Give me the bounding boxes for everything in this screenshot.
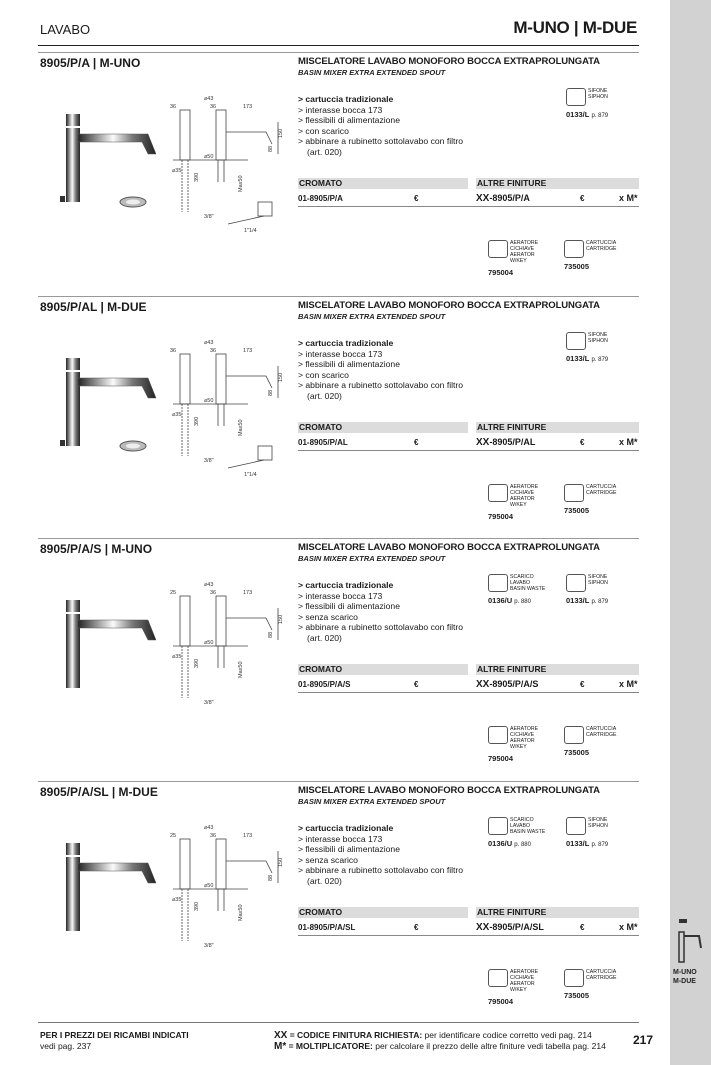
dim-label: ⌀50	[204, 154, 214, 160]
spare-code: 795004	[488, 997, 514, 1006]
chrome-currency: €	[414, 680, 419, 689]
xx-key: XX	[274, 1030, 288, 1041]
dim-label: 3/8"	[204, 943, 214, 949]
chrome-currency: €	[414, 194, 419, 203]
finish-code: XX-8905/P/A/S	[476, 679, 539, 690]
dim-label: 36	[170, 104, 177, 110]
cartridge-icon	[564, 484, 584, 502]
dim-label: 173	[243, 348, 253, 354]
feature-item: > interasse bocca 173	[298, 104, 383, 115]
feature-item: > abbinare a rubinetto sottolavabo con filtro	[298, 865, 464, 876]
product-photo	[38, 578, 158, 698]
category-title: LAVABO	[40, 22, 91, 37]
spare-code: 735005	[564, 748, 590, 757]
feature-item: (art. 020)	[307, 146, 342, 157]
dim-label: 150	[278, 857, 284, 867]
feature-list	[298, 823, 478, 887]
accessory-siphon	[566, 574, 626, 605]
feature-item: > flessibili di alimentazione	[298, 844, 400, 855]
dim-label: 36	[210, 348, 217, 354]
dim-label: ⌀50	[204, 883, 214, 889]
feature-item: > flessibili di alimentazione	[298, 115, 400, 126]
spares-note-line1: PER I PREZZI DEI RICAMBI INDICATI	[40, 1030, 189, 1040]
spare-part	[488, 969, 548, 1006]
spare-part	[564, 240, 624, 271]
dim-label: 88	[268, 389, 274, 396]
drain-photo	[118, 195, 148, 209]
accessory-caption: SCARICO LAVABO BASIN WASTE	[510, 574, 546, 592]
dim-label: Max50	[238, 419, 244, 436]
price-header-other: ALTRE FINITURE	[476, 664, 639, 675]
dim-label: ⌀35	[172, 897, 182, 903]
dim-label: 88	[268, 145, 274, 152]
chrome-code: 01-8905/P/A/SL	[298, 923, 356, 932]
spare-caption: AERATORE C/CHIAVE AERATOR W/KEY	[510, 484, 539, 508]
technical-drawing	[168, 92, 318, 237]
other-currency: €	[580, 680, 585, 689]
dim-label: 390	[194, 416, 200, 426]
price-header-other: ALTRE FINITURE	[476, 422, 639, 433]
spare-part	[488, 726, 548, 763]
dim-label: 25	[170, 833, 177, 839]
accessory-caption: SIFONE SIPHON	[588, 817, 608, 829]
feature-item: > flessibili di alimentazione	[298, 359, 400, 370]
feature-item: (art. 020)	[307, 875, 342, 886]
product-title: MISCELATORE LAVABO MONOFORO BOCCA EXTRAPROLUNGATA	[298, 785, 600, 796]
dim-label: ⌀43	[204, 340, 214, 346]
accessory-code: 0133/L p. 879	[566, 110, 609, 119]
dim-label: 150	[278, 128, 284, 138]
price-header-chrome: CROMATO	[298, 178, 468, 189]
dim-label: ⌀35	[172, 412, 182, 418]
spare-part	[564, 726, 624, 757]
spare-caption: AERATORE C/CHIAVE AERATOR W/KEY	[510, 726, 539, 750]
feature-item: > senza scarico	[298, 854, 358, 865]
feature-item: > cartuccia tradizionale	[298, 823, 394, 833]
product-section	[38, 52, 639, 292]
product-photo	[38, 92, 158, 212]
spare-code: 735005	[564, 991, 590, 1000]
dim-label: 36	[210, 833, 217, 839]
dim-label: 173	[243, 104, 253, 110]
product-title: MISCELATORE LAVABO MONOFORO BOCCA EXTRAPROLUNGATA	[298, 300, 600, 311]
price-row-divider	[298, 692, 639, 693]
feature-list	[298, 580, 478, 644]
dim-label: 390	[194, 658, 200, 668]
feature-item: > con scarico	[298, 125, 349, 136]
product-photo	[38, 821, 158, 941]
accessory-caption: SCARICO LAVABO BASIN WASTE	[510, 817, 546, 835]
product-code-title: 8905/P/A | M-UNO	[40, 56, 141, 70]
accessory-siphon	[566, 817, 626, 848]
feature-item: > cartuccia tradizionale	[298, 580, 394, 590]
multiplier: x M*	[619, 679, 638, 689]
dim-label: 3/8"	[204, 458, 214, 464]
feature-item: > interasse bocca 173	[298, 348, 383, 359]
feature-item: > abbinare a rubinetto sottolavabo con filtro	[298, 622, 464, 633]
section-divider	[38, 296, 639, 297]
header-divider	[38, 45, 639, 46]
faucet-icon	[675, 916, 703, 966]
accessory-basin-waste	[488, 817, 548, 848]
dim-label: ⌀43	[204, 582, 214, 588]
section-divider	[38, 52, 639, 53]
aerator-key-icon	[488, 240, 508, 258]
dim-label: 36	[210, 104, 217, 110]
aerator-key-icon	[488, 484, 508, 502]
spare-caption: CARTUCCIA CARTRIDGE	[586, 726, 617, 738]
spare-caption: CARTUCCIA CARTRIDGE	[586, 969, 617, 981]
spares-note-line2: vedi pag. 237	[40, 1041, 92, 1051]
m-label: = MOLTIPLICATORE:	[286, 1041, 373, 1051]
accessory-siphon	[566, 88, 626, 119]
accessory-code: 0133/L p. 879	[566, 596, 609, 605]
multiplier: x M*	[619, 193, 638, 203]
spare-caption: AERATORE C/CHIAVE AERATOR W/KEY	[510, 969, 539, 993]
spare-code: 735005	[564, 262, 590, 271]
side-tab-label	[673, 968, 703, 986]
feature-list	[298, 94, 478, 158]
dim-label: 25	[170, 590, 177, 596]
feature-item: > abbinare a rubinetto sottolavabo con filtro	[298, 380, 464, 391]
price-header-chrome: CROMATO	[298, 907, 468, 918]
siphon-icon	[566, 574, 586, 592]
xx-text: per identificare codice corretto vedi pag. 214	[422, 1030, 592, 1040]
price-header-chrome: CROMATO	[298, 664, 468, 675]
price-header-other: ALTRE FINITURE	[476, 178, 639, 189]
page-number: 217	[633, 1033, 654, 1047]
spare-caption: CARTUCCIA CARTRIDGE	[586, 240, 617, 252]
accessory-code: 0136/U p. 880	[488, 596, 531, 605]
chrome-code: 01-8905/P/A/S	[298, 680, 351, 689]
dim-label: 3/8"	[204, 700, 214, 706]
finish-code: XX-8905/P/AL	[476, 437, 536, 448]
product-subtitle: BASIN MIXER EXTRA EXTENDED SPOUT	[298, 554, 446, 563]
product-section	[38, 296, 639, 536]
dim-label: 390	[194, 901, 200, 911]
dim-label: Max50	[238, 904, 244, 921]
m-text: per calcolare il prezzo delle altre finiture vedi tabella pag. 214	[372, 1041, 606, 1051]
basin-waste-icon	[488, 817, 508, 835]
cartridge-icon	[564, 726, 584, 744]
dim-label: 150	[278, 614, 284, 624]
section-divider	[38, 538, 639, 539]
dim-label: 36	[210, 590, 217, 596]
product-code-title: 8905/P/A/S | M-UNO	[40, 542, 153, 556]
dim-label: 1"1/4	[244, 472, 257, 478]
multiplier: x M*	[619, 437, 638, 447]
dim-label: 88	[268, 631, 274, 638]
dim-label: ⌀35	[172, 168, 182, 174]
aerator-key-icon	[488, 726, 508, 744]
product-code-title: 8905/P/AL | M-DUE	[40, 300, 147, 314]
feature-item: (art. 020)	[307, 632, 342, 643]
spare-code: 795004	[488, 754, 514, 763]
product-subtitle: BASIN MIXER EXTRA EXTENDED SPOUT	[298, 312, 446, 321]
other-currency: €	[580, 194, 585, 203]
dim-label: ⌀35	[172, 654, 182, 660]
dim-label: 173	[243, 833, 253, 839]
dim-label: Max50	[238, 175, 244, 192]
accessory-code: 0133/L p. 879	[566, 839, 609, 848]
product-photo	[38, 336, 158, 456]
technical-drawing	[168, 578, 318, 723]
m-key: M*	[274, 1041, 287, 1052]
spare-part	[488, 240, 548, 277]
dim-label: 173	[243, 590, 253, 596]
accessory-caption: SIFONE SIPHON	[588, 574, 608, 586]
product-section	[38, 538, 639, 778]
dim-label: 88	[268, 874, 274, 881]
feature-item: > interasse bocca 173	[298, 833, 383, 844]
finish-code: XX-8905/P/A	[476, 193, 530, 204]
side-tab-line1: M-UNO	[673, 969, 697, 976]
spare-caption: CARTUCCIA CARTRIDGE	[586, 484, 617, 496]
chrome-code: 01-8905/P/A	[298, 194, 343, 203]
technical-drawing	[168, 336, 318, 481]
product-section	[38, 781, 639, 1021]
product-title: MISCELATORE LAVABO MONOFORO BOCCA EXTRAPROLUNGATA	[298, 56, 600, 67]
spare-part	[564, 969, 624, 1000]
spare-part	[564, 484, 624, 515]
siphon-icon	[566, 332, 586, 350]
price-row-divider	[298, 450, 639, 451]
dim-label: Max50	[238, 661, 244, 678]
drain-photo	[118, 439, 148, 453]
chrome-currency: €	[414, 438, 419, 447]
cartridge-icon	[564, 969, 584, 987]
side-tab-band	[670, 0, 711, 1065]
accessory-code: 0133/L p. 879	[566, 354, 609, 363]
product-code-title: 8905/P/A/SL | M-DUE	[40, 785, 158, 799]
xx-label: = CODICE FINITURA RICHIESTA:	[287, 1030, 423, 1040]
dim-label: 150	[278, 372, 284, 382]
price-header-other: ALTRE FINITURE	[476, 907, 639, 918]
feature-item: > flessibili di alimentazione	[298, 601, 400, 612]
siphon-icon	[566, 88, 586, 106]
feature-list	[298, 338, 478, 402]
feature-item: > cartuccia tradizionale	[298, 94, 394, 104]
dim-label: 1"1/4	[244, 228, 257, 234]
feature-item: > abbinare a rubinetto sottolavabo con filtro	[298, 136, 464, 147]
multiplier: x M*	[619, 922, 638, 932]
feature-item: > con scarico	[298, 369, 349, 380]
feature-item: > cartuccia tradizionale	[298, 338, 394, 348]
accessory-siphon	[566, 332, 626, 363]
legend-note	[274, 1030, 606, 1052]
section-divider	[38, 781, 639, 782]
other-currency: €	[580, 923, 585, 932]
accessory-code: 0136/U p. 880	[488, 839, 531, 848]
dim-label: ⌀43	[204, 96, 214, 102]
dim-label: 390	[194, 172, 200, 182]
basin-waste-icon	[488, 574, 508, 592]
spare-part	[488, 484, 548, 521]
series-title: M-UNO | M-DUE	[513, 18, 637, 37]
side-tab-line2: M-DUE	[673, 978, 696, 985]
spare-code: 795004	[488, 268, 514, 277]
product-title: MISCELATORE LAVABO MONOFORO BOCCA EXTRAPROLUNGATA	[298, 542, 600, 553]
spare-code: 735005	[564, 506, 590, 515]
dim-label: 36	[170, 348, 177, 354]
accessory-caption: SIFONE SIPHON	[588, 88, 608, 100]
feature-item: (art. 020)	[307, 390, 342, 401]
siphon-icon	[566, 817, 586, 835]
cartridge-icon	[564, 240, 584, 258]
technical-drawing	[168, 821, 318, 966]
footer-divider	[38, 1022, 639, 1023]
aerator-key-icon	[488, 969, 508, 987]
other-currency: €	[580, 438, 585, 447]
price-row-divider	[298, 206, 639, 207]
price-header-chrome: CROMATO	[298, 422, 468, 433]
spares-price-note	[40, 1030, 189, 1052]
product-subtitle: BASIN MIXER EXTRA EXTENDED SPOUT	[298, 797, 446, 806]
dim-label: ⌀50	[204, 640, 214, 646]
price-row-divider	[298, 935, 639, 936]
finish-code: XX-8905/P/A/SL	[476, 922, 544, 933]
chrome-currency: €	[414, 923, 419, 932]
accessory-caption: SIFONE SIPHON	[588, 332, 608, 344]
chrome-code: 01-8905/P/AL	[298, 438, 348, 447]
spare-code: 795004	[488, 512, 514, 521]
feature-item: > interasse bocca 173	[298, 590, 383, 601]
dim-label: 3/8"	[204, 214, 214, 220]
product-subtitle: BASIN MIXER EXTRA EXTENDED SPOUT	[298, 68, 446, 77]
feature-item: > senza scarico	[298, 611, 358, 622]
spare-caption: AERATORE C/CHIAVE AERATOR W/KEY	[510, 240, 539, 264]
dim-label: ⌀50	[204, 398, 214, 404]
dim-label: ⌀43	[204, 825, 214, 831]
accessory-basin-waste	[488, 574, 548, 605]
